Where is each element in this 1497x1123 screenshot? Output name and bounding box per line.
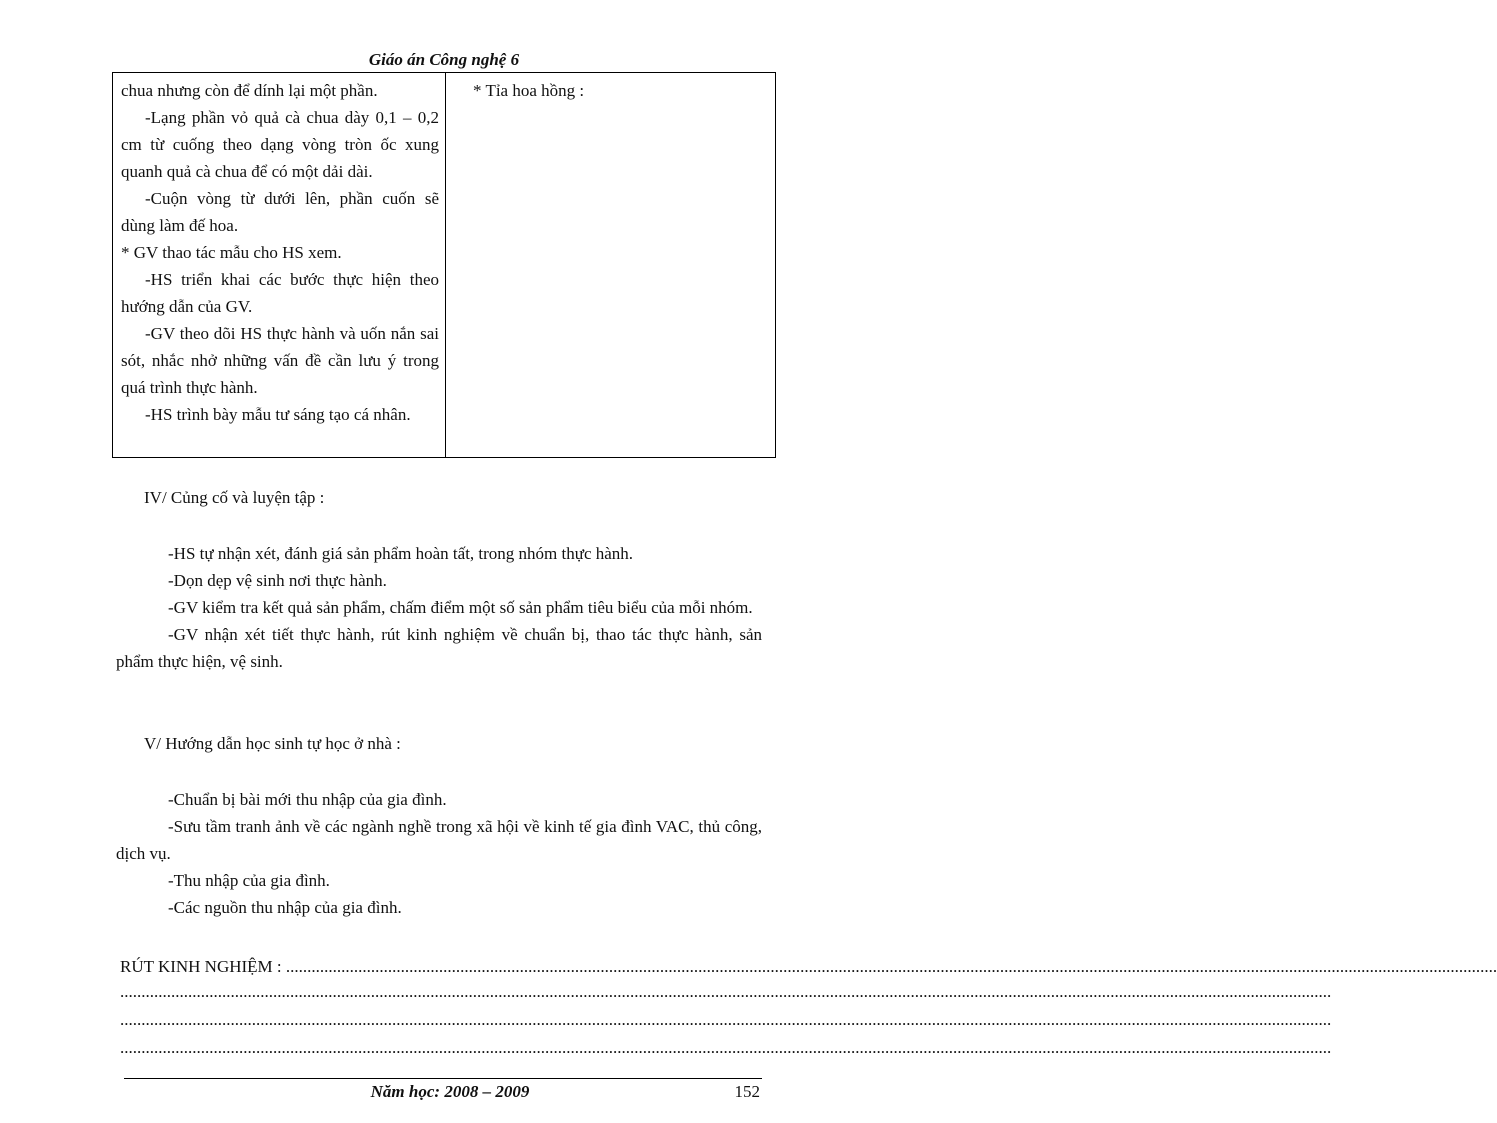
activity-line: chua nhưng còn để dính lại một phần. [121,81,378,100]
page-header: Giáo án Công nghệ 6 [368,50,520,69]
list-item: -Sưu tầm tranh ảnh về các ngành nghề trong xã hội về kinh tế gia đình VAC, thủ công, dịch vụ. [116,817,762,863]
activity-line: -HS triển khai các bước thực hiện theo hướng dẫn của GV. [121,270,439,316]
activity-line: -HS trình bày mẫu tư sáng tạo cá nhân. [145,405,411,424]
experience-dots: ............................................................................................................................................................................................................................................................................................. [285,957,1497,976]
school-year: Năm học: 2008 – 2009 [370,1082,530,1101]
list-item: -GV nhận xét tiết thực hành, rút kinh nghiệm về chuẩn bị, thao tác thực hành, sản phẩm thực hiện, vệ sinh. [116,625,762,671]
section-5-body [116,786,762,921]
list-item: -Chuẩn bị bài mới thu nhập của gia đình. [168,790,447,809]
experience-line: ............................................................................................................................................................................................................................................................................................. [120,1038,1332,1057]
footer-divider [124,1078,762,1079]
page-number: 152 [734,1082,760,1101]
list-item: -GV kiểm tra kết quả sản phẩm, chấm điểm một số sản phẩm tiêu biểu của mỗi nhóm. [168,598,753,617]
section-4-body [116,540,762,675]
content-heading: * Tỉa hoa hồng : [473,81,585,100]
activity-line: -Lạng phần vỏ quả cà chua dày 0,1 – 0,2 cm từ cuống theo dạng vòng tròn ốc xung quanh quả cà chua để có một dải dài. [121,108,439,181]
activity-line: -Cuộn vòng từ dưới lên, phần cuốn sẽ dùng làm đế hoa. [121,189,439,235]
section-5-title: V/ Hướng dẫn học sinh tự học ở nhà : [144,734,401,753]
activity-column [113,73,446,457]
content-column [446,73,775,457]
list-item: -Các nguồn thu nhập của gia đình. [168,898,402,917]
list-item: -Thu nhập của gia đình. [168,871,330,890]
experience-label: RÚT KINH NGHIỆM : [120,957,282,976]
experience-line: ............................................................................................................................................................................................................................................................................................. [120,1010,1332,1029]
list-item: -Dọn dẹp vệ sinh nơi thực hành. [168,571,387,590]
experience-line: ............................................................................................................................................................................................................................................................................................. [120,982,1332,1001]
experience-heading [120,953,1497,981]
activity-line: -GV theo dõi HS thực hành và uốn nắn sai sót, nhắc nhở những vấn đề cần lưu ý trong quá trình thực hành. [121,324,439,397]
list-item: -HS tự nhận xét, đánh giá sản phẩm hoàn tất, trong nhóm thực hành. [168,544,634,563]
section-4-title: IV/ Củng cố và luyện tập : [144,488,325,507]
activity-line: * GV thao tác mẫu cho HS xem. [121,243,342,262]
lesson-table [112,72,776,458]
